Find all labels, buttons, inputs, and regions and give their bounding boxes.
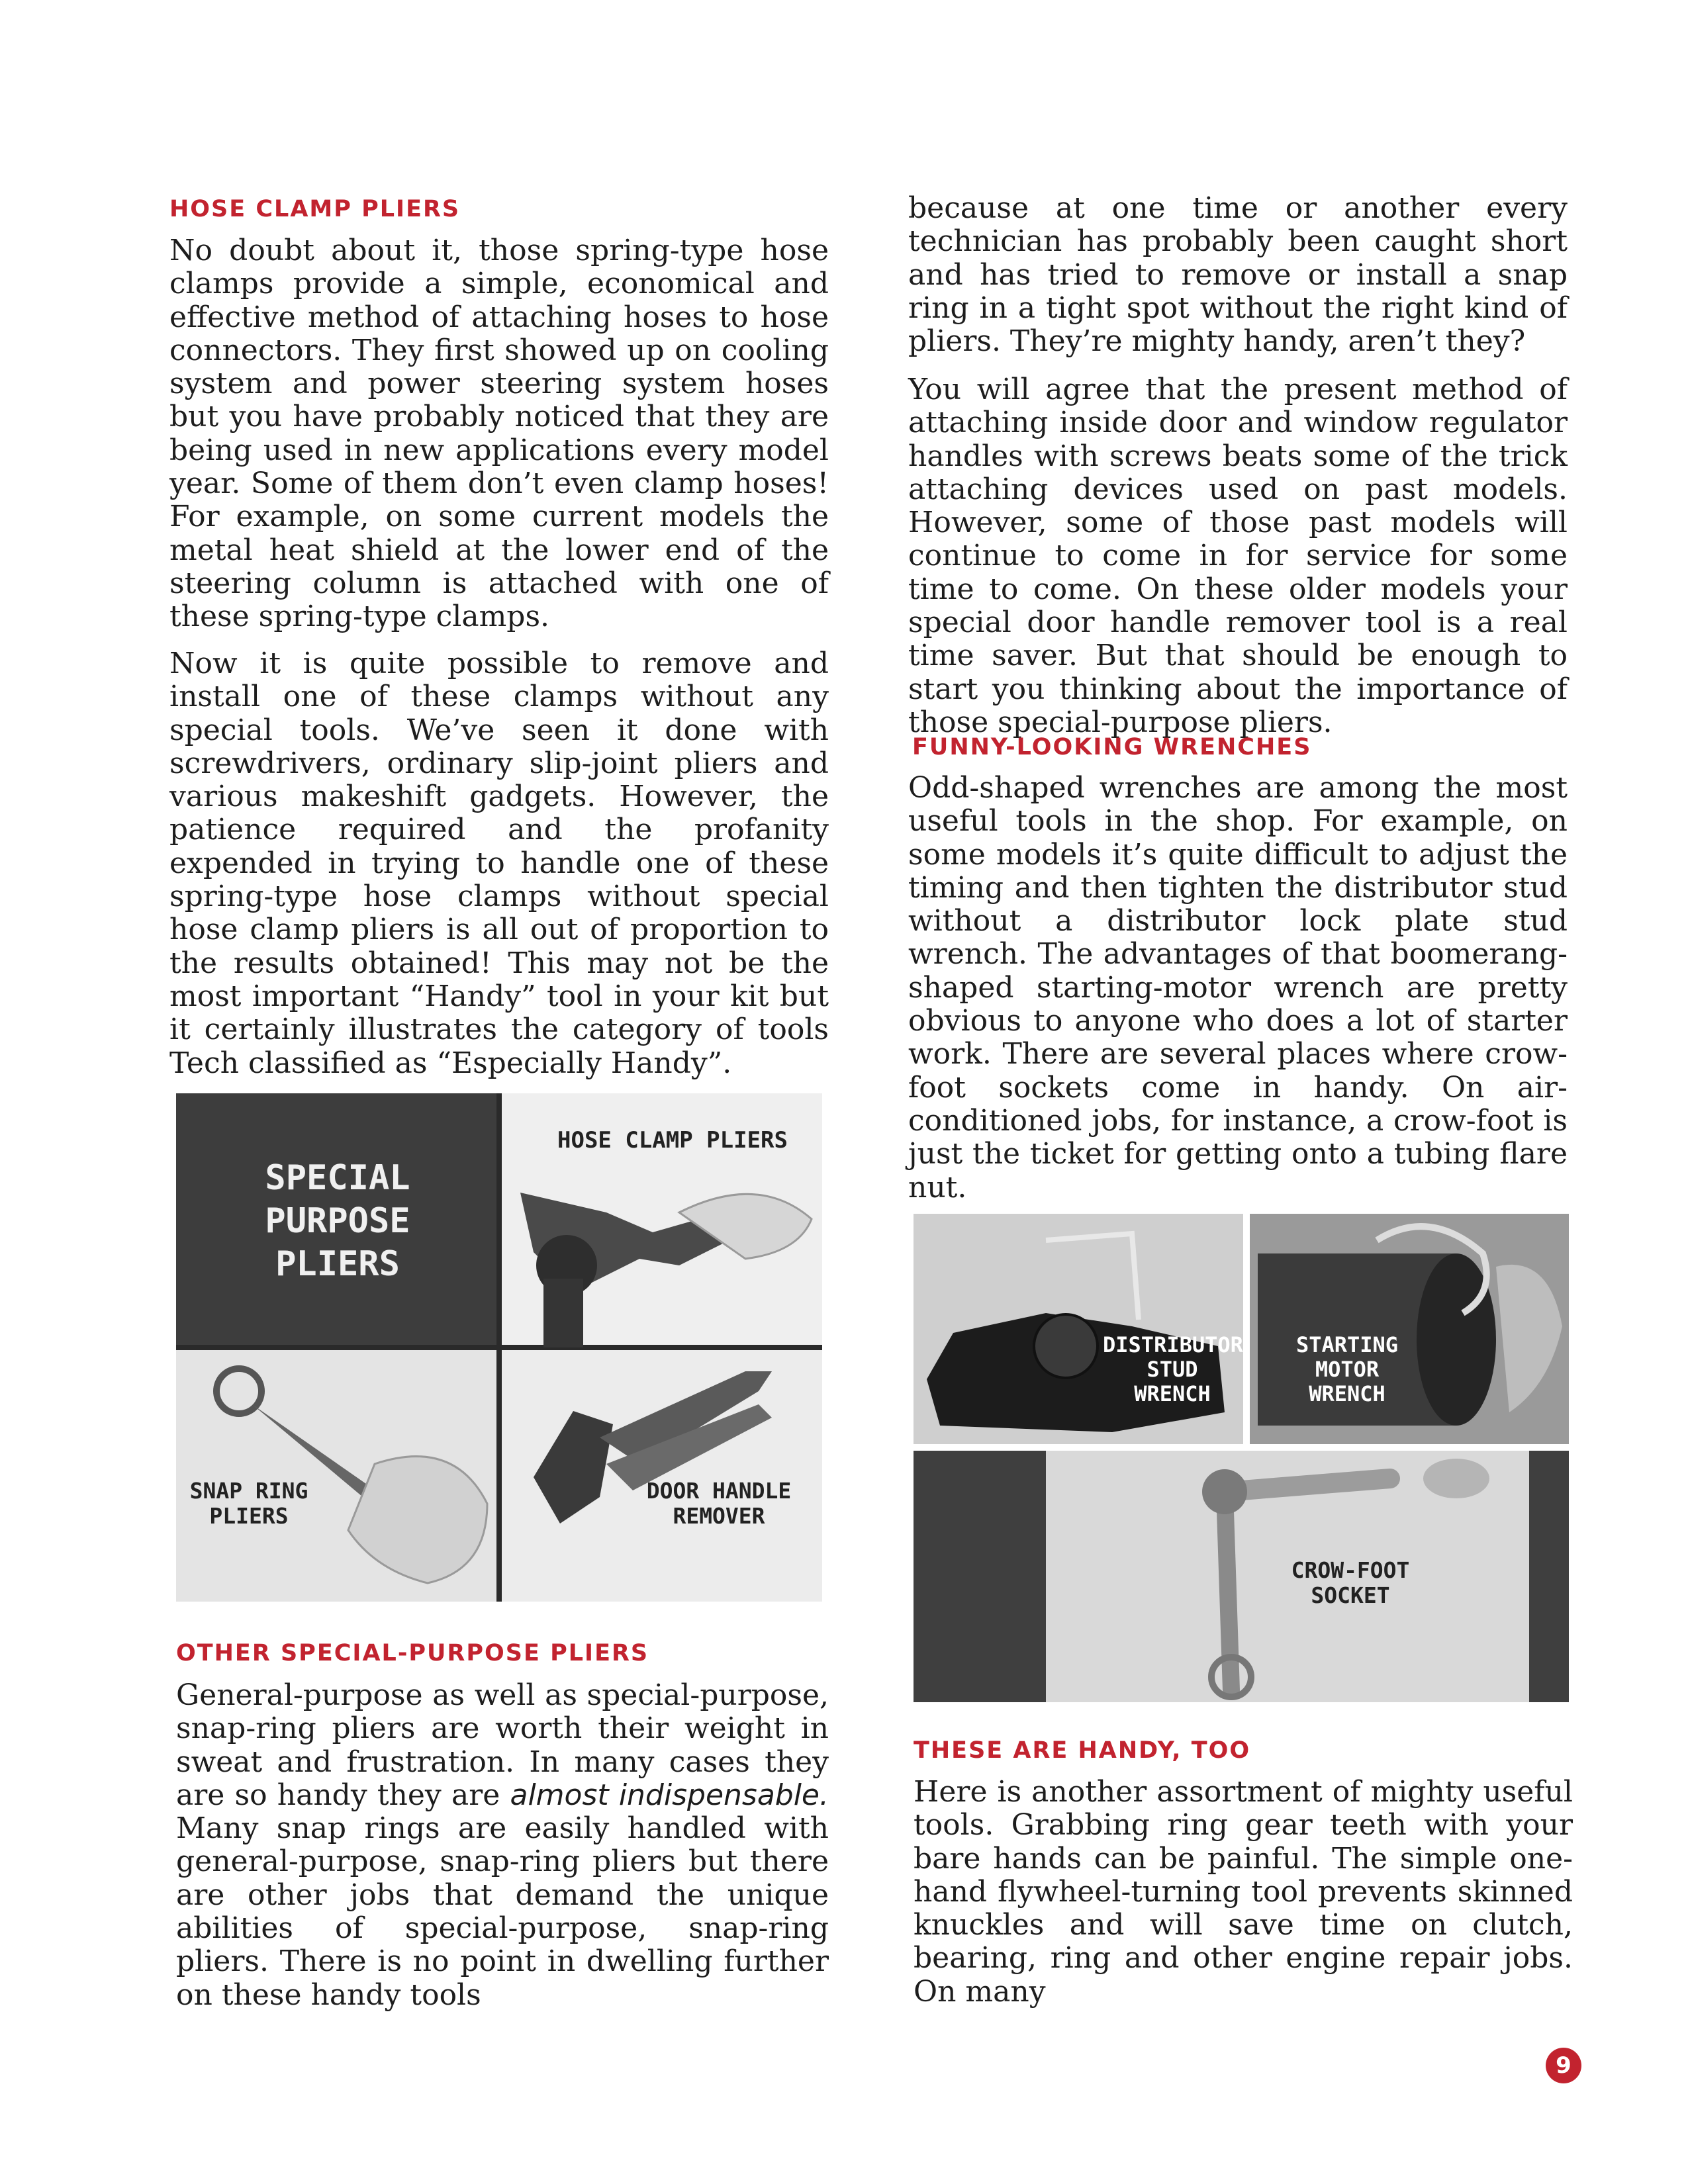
wrench-photo-illustration [914, 1214, 1569, 1702]
continuation-paragraph-2: You will agree that the present method of attaching inside door and window regulator handles with screws beats some of the trick attaching devices used on past models. However, some of those past models will continue to come in for service for some time to come. On these older models your special door handle remover tool is a real time saver. But that should be enough to start you thinking about the importance of those special-purpose pliers. [908, 373, 1568, 739]
continuation-paragraph-1: because at one time or another every technician has probably been caught short and has tried to remove or install a snap ring in a tight spot without the right kind of pliers. They’re mighty handy, aren’t they? [908, 191, 1568, 359]
snap-ring-pliers-label: SNAP RING PLIERS [189, 1478, 308, 1529]
crow-foot-socket-label: CROW-FOOT SOCKET [1291, 1557, 1410, 1608]
hose-clamp-pliers-heading: HOSE CLAMP PLIERS [169, 196, 461, 222]
funny-looking-wrenches-heading: FUNNY-LOOKING WRENCHES [912, 734, 1312, 760]
distributor-stud-wrench-label: DISTRIBUTOR STUD WRENCH [1103, 1332, 1243, 1406]
hose-clamp-paragraph-2: Now it is quite possible to remove and install one of these clamps without any special tools. We’ve seen it done with screwdrivers, ordinary slip-joint pliers and various makeshift gadgets. However, the patience required and the profanity expended in trying to handle one of these spring-type hose clamps without special hose clamp pliers is all out of proportion to the results obtained! This may not be the most important “Handy” tool in your kit but it certainly illustrates the category of tools Tech classified as “Especially Handy”. [169, 647, 829, 1080]
special-purpose-pliers-title: SPECIAL PURPOSE PLIERS [265, 1158, 410, 1284]
wrenches-paragraph: Odd-shaped wrenches are among the most useful tools in the shop. For example, on some models it’s quite difficult to adjust the timing and then tighten the distributor stud without a distributor lock plate stud wrench. The advantages of that boomerang-shaped starting-motor wrench are pretty obvious to anyone who does a lot of starter work. There are several places where crow-foot sockets come in handy. On air-conditioned jobs, for instance, a crow-foot is just the ticket for getting onto a tubing flare nut. [908, 771, 1568, 1205]
other-special-purpose-pliers-heading: OTHER SPECIAL-PURPOSE PLIERS [176, 1640, 649, 1666]
starting-motor-wrench-label: STARTING MOTOR WRENCH [1295, 1332, 1399, 1406]
special-purpose-pliers-figure [176, 1093, 822, 1602]
other-pliers-paragraph: General-purpose as well as special-purpose, snap-ring pliers are worth their weight in sweat and frustration. In many cases they are so handy they are almost indispensable. Many snap rings are easily handled with general-purpose, snap-ring pliers but there are other jobs that demand the unique abilities of special-purpose, snap-ring pliers. There is no point in dwelling further on these handy tools [176, 1678, 829, 2012]
hose-clamp-paragraph-1: No doubt about it, those spring-type hose clamps provide a simple, economical and effective method of attaching hoses to hose connectors. They first showed up on cooling system and power steering system hoses but you have probably noticed that they are being used in new applications every model year. Some of them don’t even clamp hoses! For example, on some current models the metal heat shield at the lower end of the steering column is attached with one of these spring-type clamps. [169, 234, 829, 634]
handy-paragraph: Here is another assortment of mighty useful tools. Grabbing ring gear teeth with your bare hands can be painful. The simple one-hand flywheel-turning tool prevents skinned knuckles and will save time on clutch, bearing, ring and other engine repair jobs. On many [914, 1775, 1573, 2009]
hose-clamp-pliers-label: HOSE CLAMP PLIERS [557, 1127, 788, 1154]
door-handle-remover-label: DOOR HANDLE REMOVER [646, 1478, 792, 1529]
wrench-figure [914, 1214, 1569, 1702]
page-number-badge: 9 [1546, 2048, 1581, 2083]
these-are-handy-too-heading: THESE ARE HANDY, TOO [914, 1737, 1251, 1764]
